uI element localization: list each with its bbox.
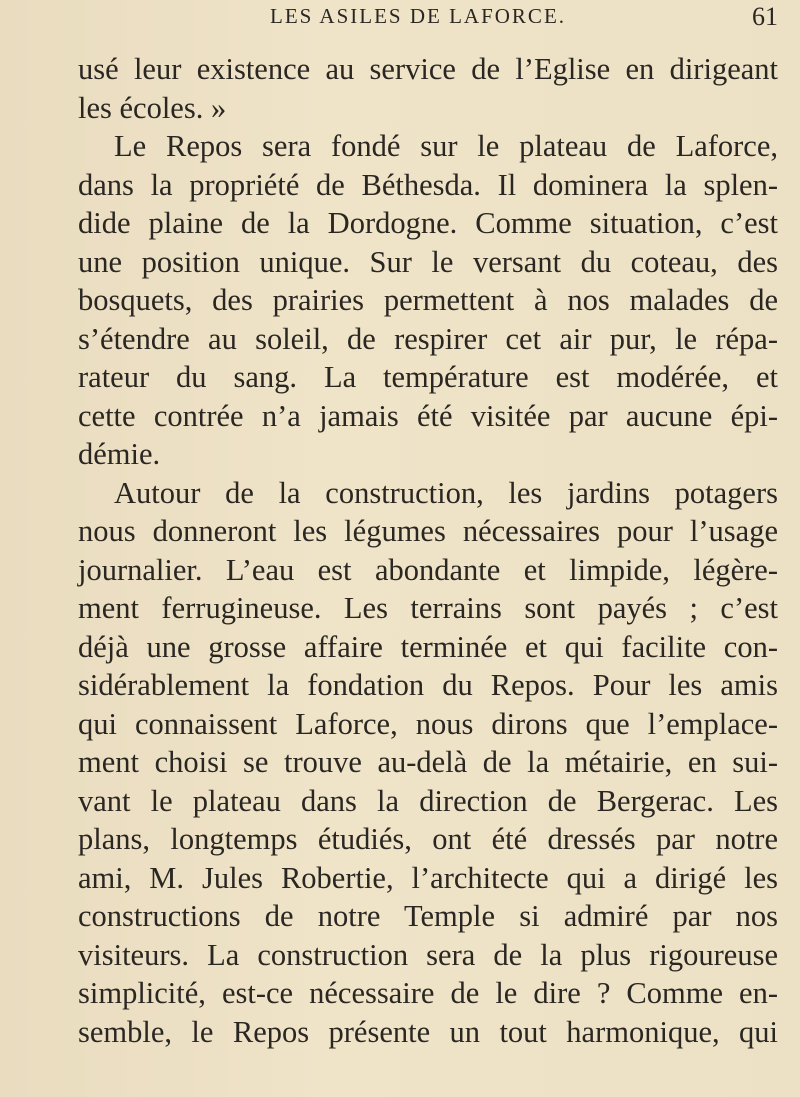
body-text	[78, 50, 778, 1051]
running-head-title: LES ASILES DE LAFORCE.	[270, 4, 567, 28]
text-line: semble, le Repos présente un tout harmonique, qui	[78, 1014, 778, 1049]
text-line: dide plaine de la Dordogne. Comme situation, c’est	[78, 206, 778, 240]
text-line: nous donneront les légumes nécessaires pour l’usage	[78, 514, 778, 548]
text-line: journalier. L’eau est abondante et limpide, légère-	[78, 552, 778, 587]
text-line: déjà une grosse affaire terminée et qui facilite con-	[78, 629, 778, 664]
text-line: une position unique. Sur le versant du coteau, des	[78, 244, 778, 279]
text-line: vant le plateau dans la direction de Bergerac. Les	[78, 783, 778, 818]
page-number: 61	[752, 2, 778, 31]
text-line: ment choisi se trouve au-delà de la métairie, en sui-	[78, 745, 778, 779]
text-line: les écoles. »	[78, 90, 227, 125]
running-head	[0, 4, 800, 34]
text-line: cette contrée n’a jamais été visitée par aucune épi-	[78, 398, 778, 433]
text-line: Le Repos sera fondé sur le plateau de Laforce,	[114, 129, 778, 163]
text-line: sidérablement la fondation du Repos. Pour les amis	[78, 668, 778, 702]
text-line: rateur du sang. La température est modérée, et	[78, 360, 778, 394]
text-line: visiteurs. La construction sera de la plus rigoureuse	[78, 937, 778, 972]
text-line: qui connaissent Laforce, nous dirons que l’emplace-	[78, 706, 778, 741]
text-line: s’étendre au soleil, de respirer cet air pur, le répa-	[78, 321, 778, 356]
text-line: plans, longtemps étudiés, ont été dressés par notre	[78, 822, 778, 856]
text-line: simplicité, est-ce nécessaire de le dire ? Comme en-	[78, 976, 778, 1010]
text-line: dans la propriété de Béthesda. Il dominera la splen-	[78, 167, 778, 202]
text-line: ment ferrugineuse. Les terrains sont payés ; c’est	[78, 591, 778, 625]
text-line: usé leur existence au service de l’Eglise en dirigeant	[78, 52, 778, 86]
text-line: bosquets, des prairies permettent à nos malades de	[78, 283, 778, 317]
text-line: constructions de notre Temple si admiré par nos	[78, 899, 778, 933]
text-line: ami, M. Jules Robertie, l’architecte qui a dirigé les	[78, 860, 778, 895]
text-line: démie.	[78, 437, 161, 471]
text-line: Autour de la construction, les jardins potagers	[114, 475, 778, 510]
